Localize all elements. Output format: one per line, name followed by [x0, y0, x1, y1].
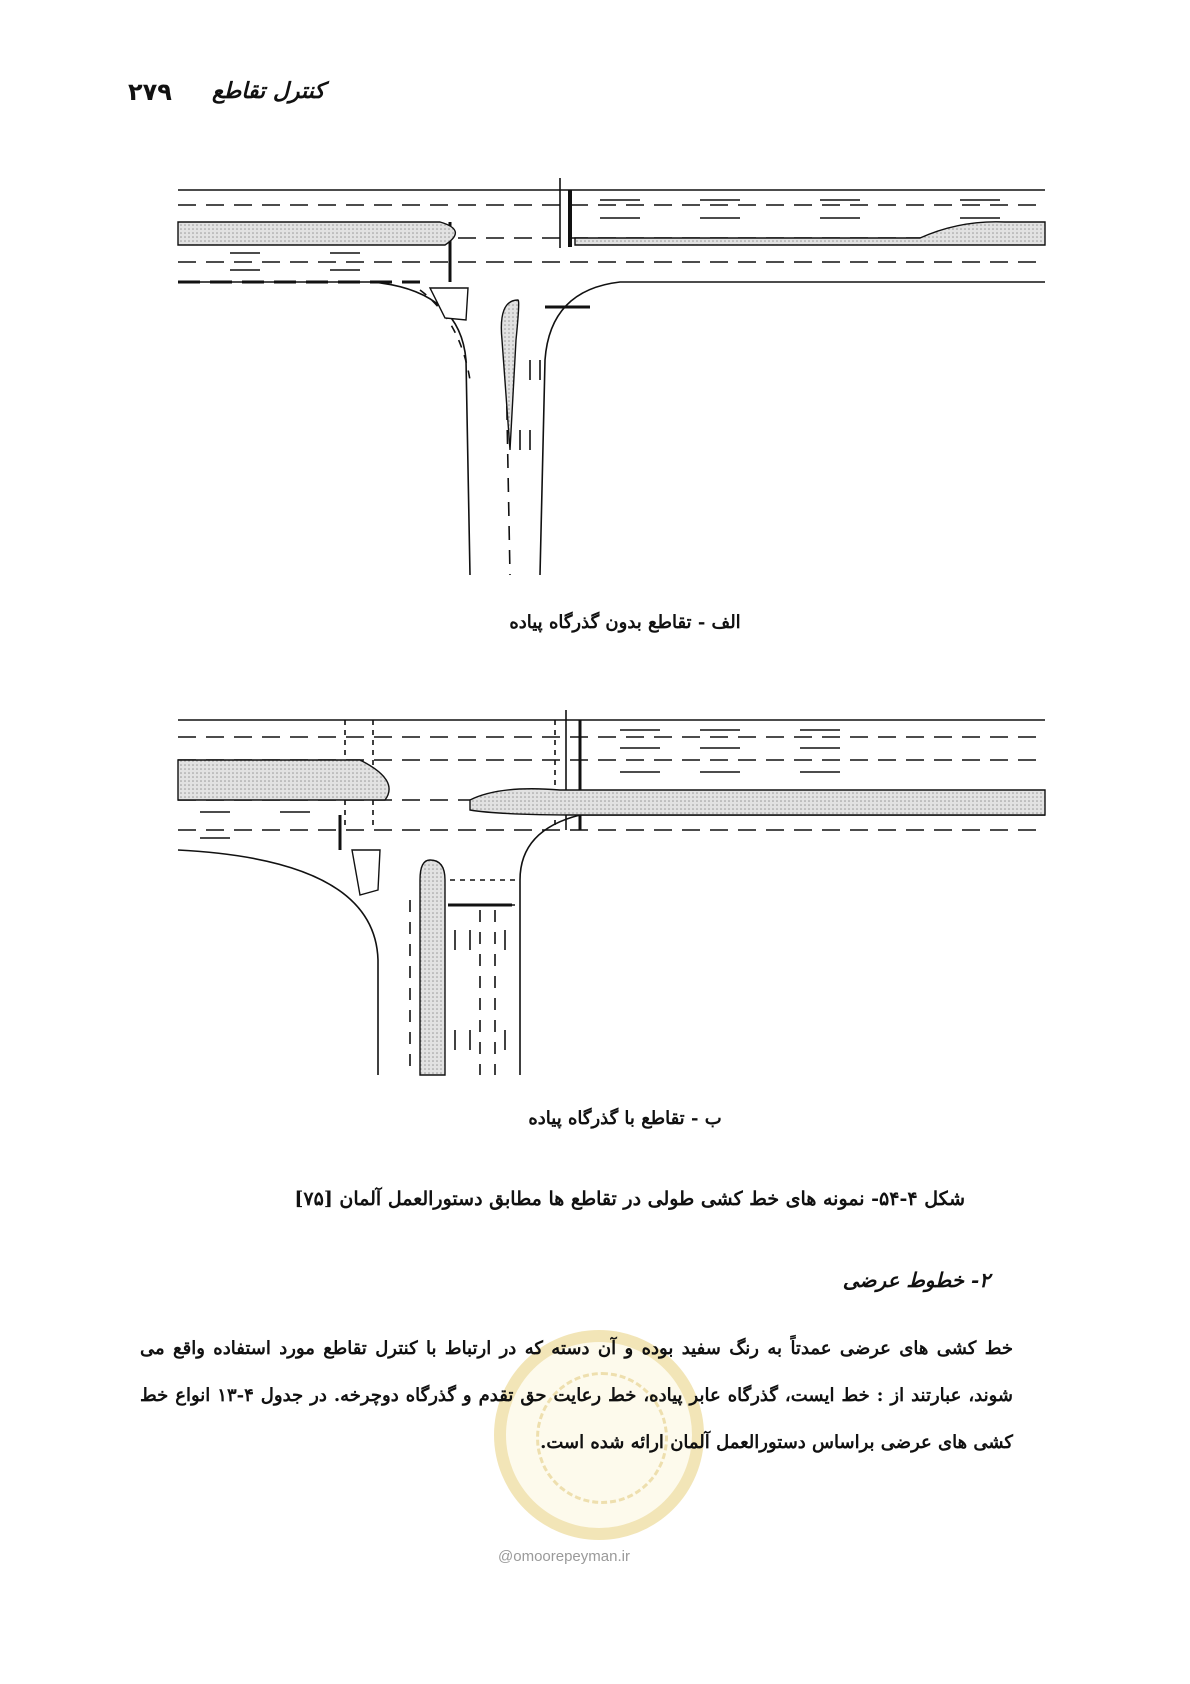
body-paragraph: خط کشی های عرضی عمدتاً به رنگ سفید بوده و آن دسته که در ارتباط با کنترل تقاطع مورد استفاده واقع می شوند، عبارتند از : خط ایست، گذرگاه عابر پیاده، خط رعایت حق تقدم و گذرگاه دوچرخه. در جدول ۴-۱۳ انواع خط کشی های عرضی براساس دستورالعمل آلمان ارائه شده است. [140, 1338, 1013, 1453]
figure-b-diagram [0, 700, 1190, 1090]
watermark-url: @omoorepeyman.ir [498, 1548, 630, 1565]
figure-b-caption: ب - تقاطع با گذرگاه پیاده [528, 1108, 722, 1129]
running-title: کنترل تقاطع [212, 78, 325, 104]
figure-a-caption: الف - تقاطع بدون گذرگاه پیاده [509, 612, 741, 633]
section-heading: ۲- خطوط عرضی [842, 1268, 990, 1292]
figure-a-diagram [0, 160, 1190, 590]
figure-title: شکل ۴-۵۴- نمونه های خط کشی طولی در تقاطع ها مطابق دستورالعمل آلمان [۷۵] [294, 1188, 965, 1210]
page-number: ۲۷۹ [128, 78, 172, 106]
